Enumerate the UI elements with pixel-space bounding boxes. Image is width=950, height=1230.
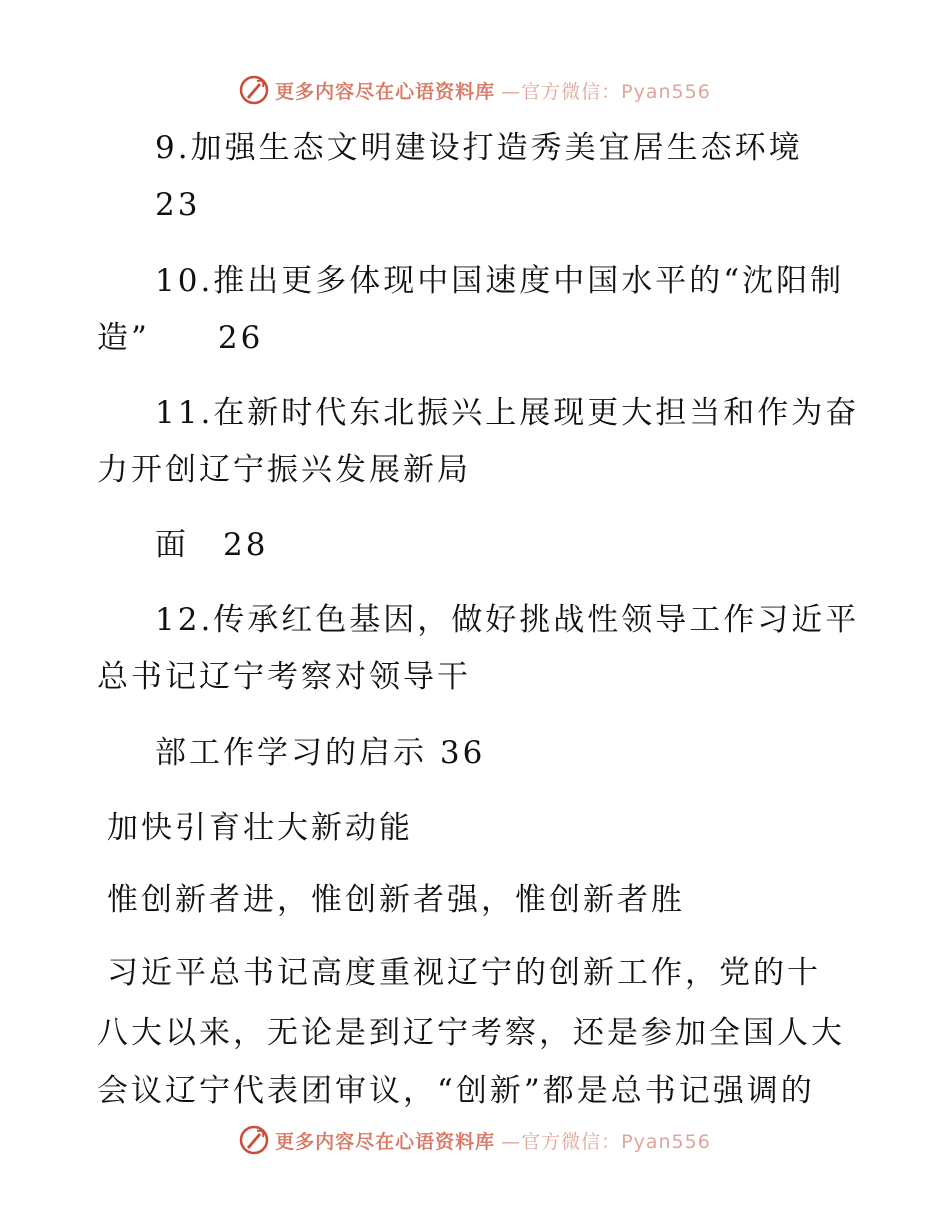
paragraph-line: 会议辽宁代表团审议，“创新”都是总书记强调的 [97, 1073, 815, 1109]
watermark-brand: 更多内容尽在心语资料库 [275, 1130, 496, 1153]
section-heading: 加快引育壮大新动能 [107, 810, 413, 846]
quill-pen-icon [239, 1125, 269, 1155]
footer-watermark [0, 1120, 950, 1160]
watermark-contact: —官方微信：Pyan556 [501, 1130, 711, 1153]
text-line: 部工作学习的启示 36 [155, 735, 486, 771]
paragraph-line: 八大以来，无论是到辽宁考察，还是参加全国人大 [97, 1015, 845, 1051]
text-line: 11.在新时代东北振兴上展现更大担当和作为奋 [155, 395, 860, 431]
text-line: 9.加强生态文明建设打造秀美宜居生态环境 [155, 130, 803, 166]
paragraph-line: 习近平总书记高度重视辽宁的创新工作，党的十 [107, 955, 821, 991]
text-line: 造” 26 [97, 320, 264, 356]
section-subheading: 惟创新者进，惟创新者强，惟创新者胜 [107, 882, 685, 918]
header-watermark [0, 70, 950, 110]
watermark-brand: 更多内容尽在心语资料库 [275, 80, 496, 103]
watermark-contact: —官方微信：Pyan556 [501, 80, 711, 103]
text-line: 面 28 [155, 527, 269, 563]
quill-pen-icon [239, 75, 269, 105]
text-line: 总书记辽宁考察对领导干 [97, 659, 471, 695]
text-line: 23 [155, 187, 201, 223]
text-line: 12.传承红色基因，做好挑战性领导工作习近平 [155, 602, 860, 638]
text-line: 力开创辽宁振兴发展新局 [97, 452, 471, 488]
text-line: 10.推出更多体现中国速度中国水平的“沈阳制 [155, 263, 845, 299]
